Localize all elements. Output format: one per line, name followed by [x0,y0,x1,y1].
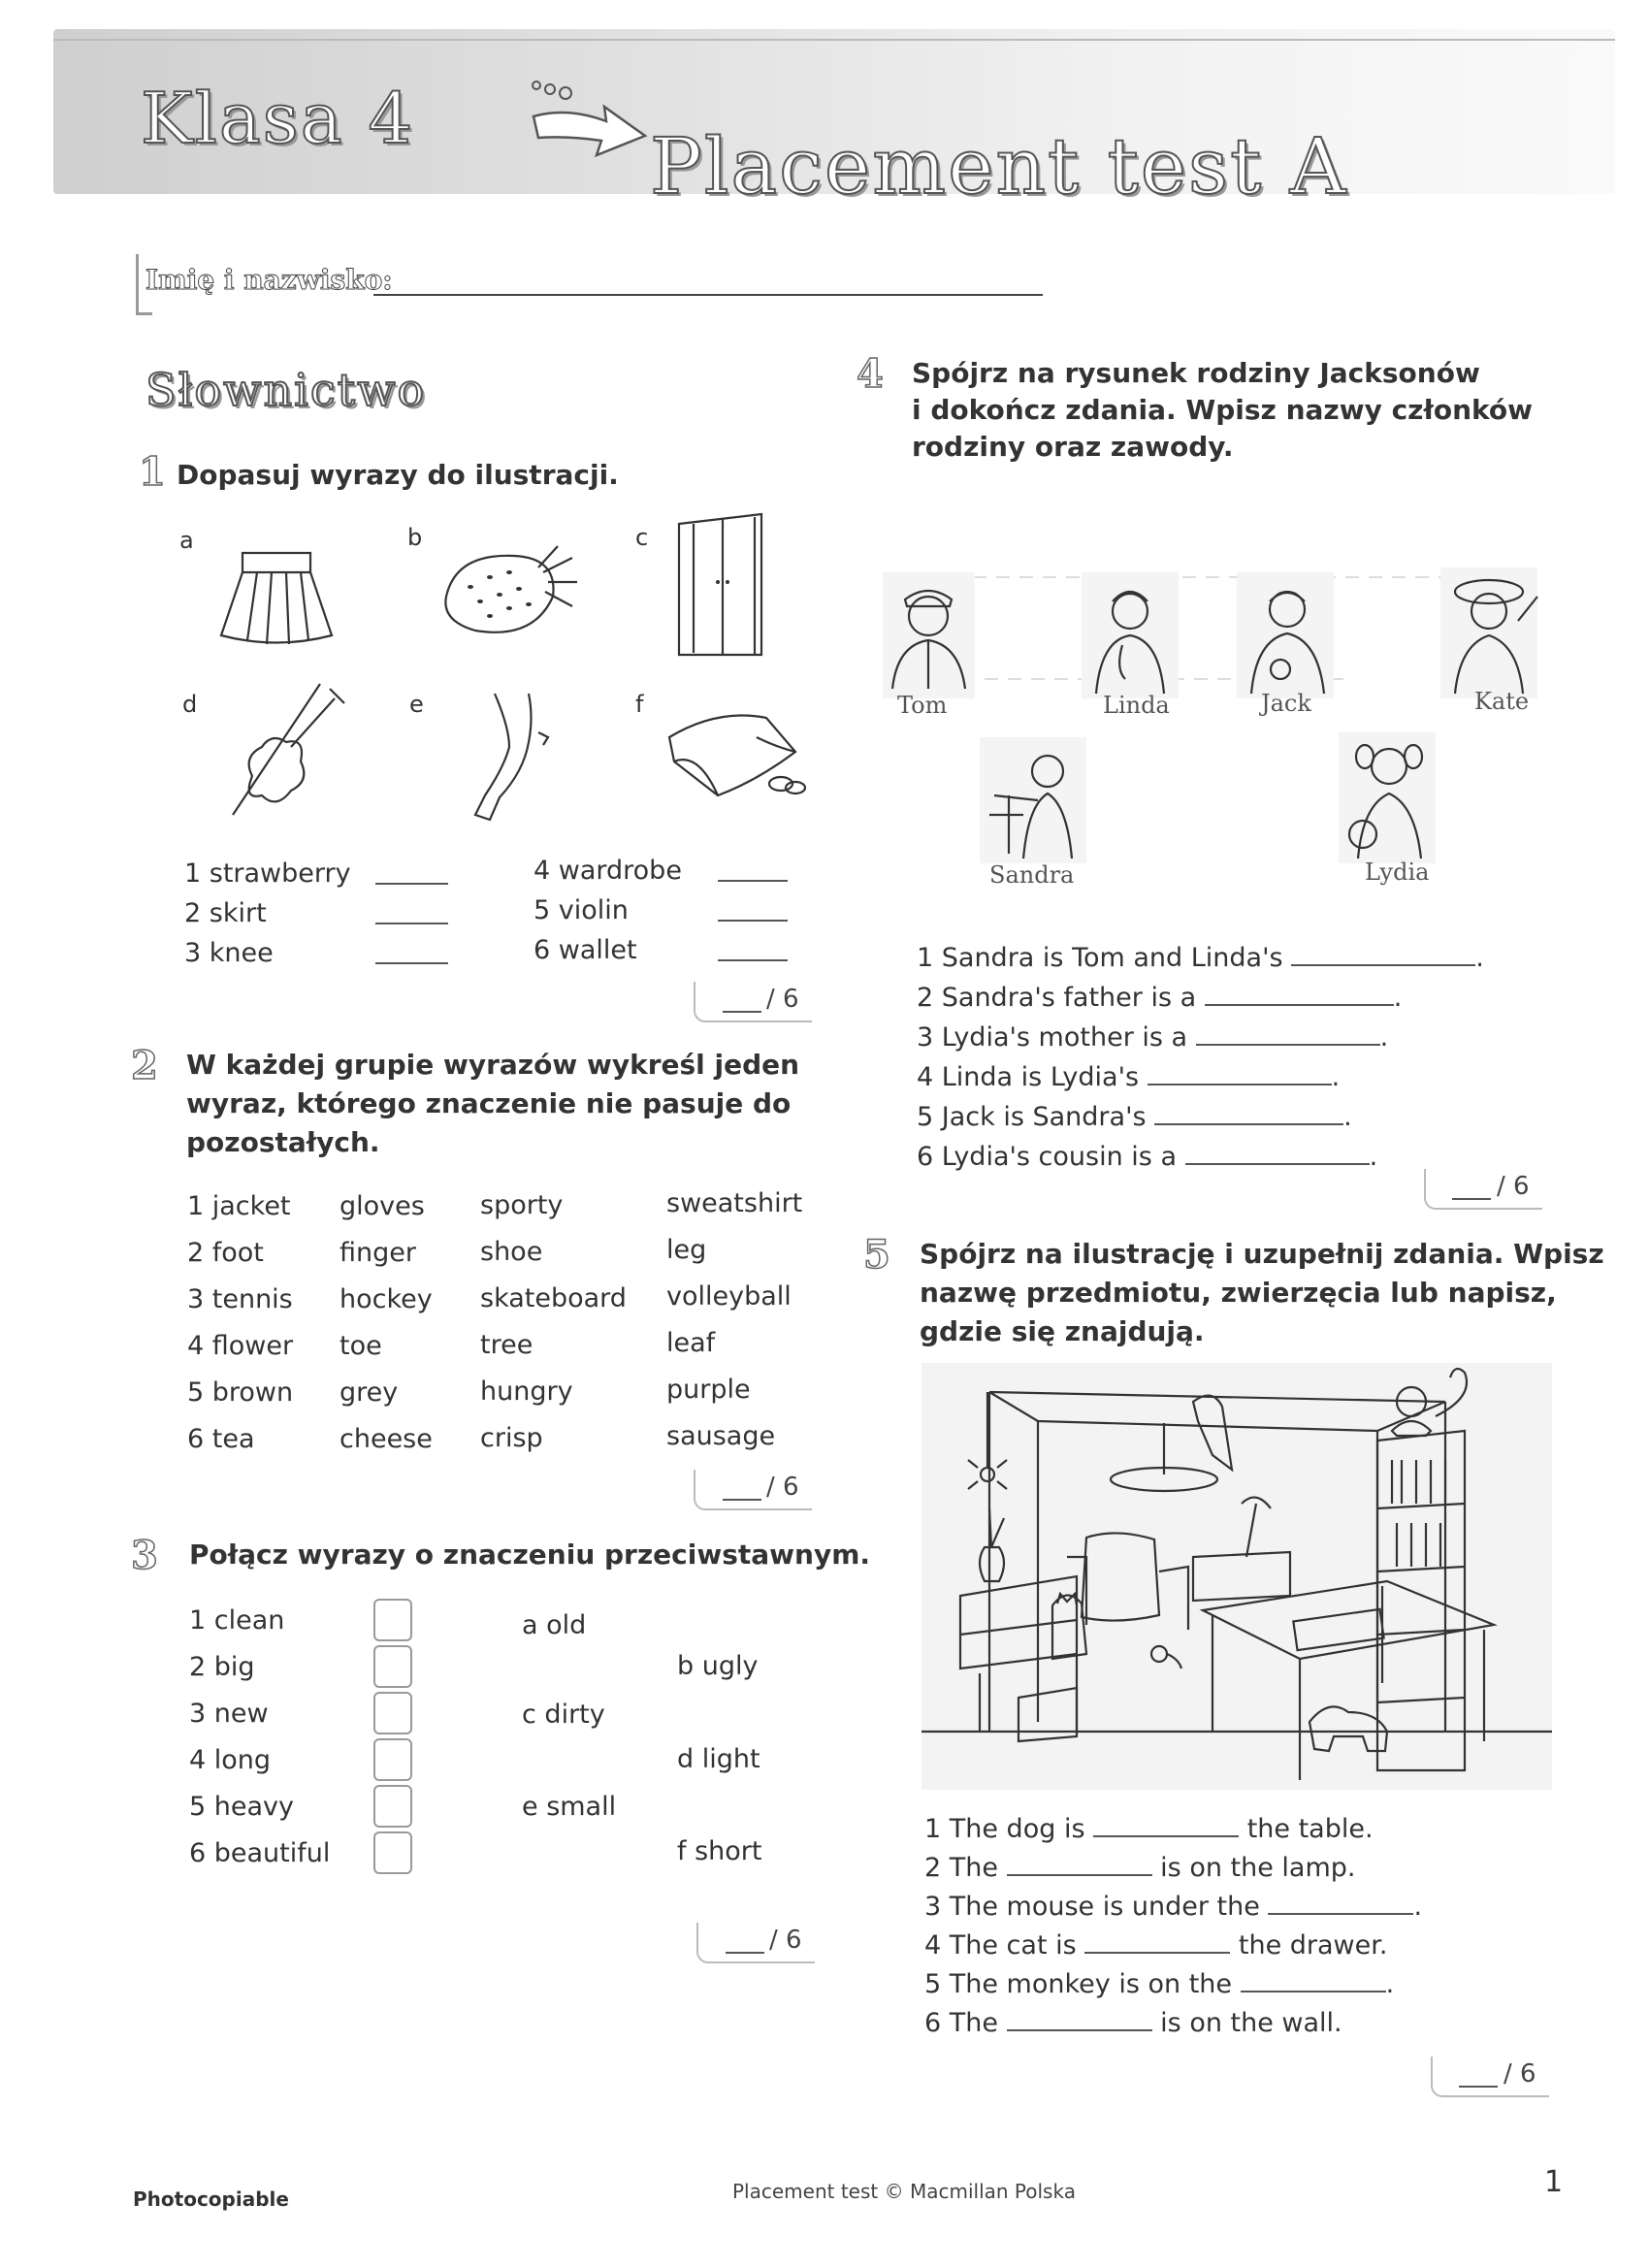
ex4-sentence-5: 5 Jack is Sandra's . [917,1102,1352,1132]
knee-picture [466,689,572,825]
ex2-word[interactable]: 1 jacket [187,1191,291,1221]
ex3-left-4: 4 long [189,1745,272,1775]
exercise-1-number: 1 [139,449,166,495]
ex3-left-1: 1 clean [189,1605,285,1636]
ex2-word[interactable]: tree [480,1330,534,1360]
ex4-sentence-3: 3 Lydia's mother is a . [917,1022,1389,1053]
name-label: Imię i nazwisko: [146,264,393,296]
ex2-word[interactable]: 3 tennis [187,1284,293,1314]
exercise-5-line-1: Spójrz na ilustrację i uzupełnij zdania. Wpisz [920,1238,1604,1270]
ex4-score: / 6 [1497,1172,1530,1201]
ex2-score-input[interactable] [723,1499,761,1501]
ex2-word[interactable]: grey [340,1377,399,1408]
ex2-score: / 6 [766,1473,799,1502]
ex3-answer-box-5[interactable] [373,1785,412,1828]
ex5-answer-6[interactable] [1007,2029,1152,2031]
ex1-answer-2[interactable] [375,923,448,924]
family-name-kate: Kate [1474,688,1530,715]
ex3-answer-box-2[interactable] [373,1645,412,1688]
ex2-word[interactable]: hungry [480,1377,573,1407]
exercise-2-number: 2 [131,1043,158,1088]
ex4-sentence-6: 6 Lydia's cousin is a . [917,1142,1378,1172]
ex5-answer-4[interactable] [1084,1952,1230,1954]
strawberry-picture [436,538,582,645]
page-number: 1 [1544,2165,1564,2199]
ex1-item-5: 5 violin [534,895,629,925]
exercise-4-number: 4 [857,351,884,397]
class-title: Klasa 4 [141,78,415,159]
test-title: Placement test A [650,121,1348,211]
ex3-right-f: f short [677,1836,762,1866]
family-name-jack: Jack [1261,690,1311,717]
family-name-linda: Linda [1103,692,1170,719]
skirt-picture [213,543,340,650]
ex4-sentence-2: 2 Sandra's father is a . [917,983,1403,1013]
ex1-letter-b: b [407,524,423,551]
footer-photocopiable: Photocopiable [133,2187,289,2211]
ex2-word[interactable]: gloves [340,1191,425,1221]
ex2-word[interactable]: crisp [480,1423,543,1453]
ex5-sentence-5: 5 The monkey is on the . [924,1969,1395,1999]
exercise-2-line-1: W każdej grupie wyrazów wykreśl jeden [186,1049,800,1081]
ex3-right-b: b ugly [677,1651,759,1681]
exercise-5-line-2: nazwę przedmiotu, zwierzęcia lub napisz, [920,1277,1557,1309]
violin-picture [223,679,359,825]
family-name-sandra: Sandra [989,861,1075,889]
ex1-answer-3[interactable] [375,962,448,964]
ex2-word[interactable]: sweatshirt [666,1188,803,1218]
ex4-answer-4[interactable] [1148,1084,1332,1085]
ex3-answer-box-6[interactable] [373,1831,412,1874]
ex4-sentence-4: 4 Linda is Lydia's . [917,1062,1341,1092]
ex3-answer-box-1[interactable] [373,1599,412,1641]
ex3-answer-box-4[interactable] [373,1738,412,1781]
ex3-left-5: 5 heavy [189,1792,294,1822]
section-title: Słownictwo [146,364,427,416]
ex5-sentence-3: 3 The mouse is under the . [924,1892,1423,1922]
exercise-3-instruction: Połącz wyrazy o znaczeniu przeciwstawnym. [189,1539,871,1571]
ex5-answer-3[interactable] [1268,1913,1413,1915]
ex1-score: / 6 [766,985,799,1014]
arrow-icon [529,78,655,165]
ex2-word[interactable]: 5 brown [187,1377,294,1408]
ex5-sentence-1: 1 The dog is the table. [924,1814,1374,1844]
ex5-answer-5[interactable] [1241,1991,1386,1993]
ex1-answer-4[interactable] [718,880,788,882]
ex2-word[interactable]: hockey [340,1284,433,1314]
ex4-answer-1[interactable] [1291,964,1475,966]
exercise-4-line-1: Spójrz na rysunek rodziny Jacksonów [912,357,1480,389]
room-picture [922,1363,1552,1790]
ex5-sentence-2: 2 The is on the lamp. [924,1853,1356,1883]
ex3-right-a: a old [522,1610,587,1640]
ex2-word[interactable]: cheese [340,1424,433,1454]
ex3-score: / 6 [769,1926,802,1955]
ex1-letter-a: a [179,527,194,554]
ex1-answer-1[interactable] [375,883,448,885]
ex3-score-input[interactable] [726,1952,764,1954]
wardrobe-picture [669,509,776,664]
ex2-word[interactable]: leg [666,1235,707,1265]
ex2-word[interactable]: sausage [666,1421,776,1451]
ex2-word[interactable]: finger [340,1238,416,1268]
ex2-word[interactable]: volleyball [666,1281,792,1312]
ex4-sentence-1: 1 Sandra is Tom and Linda's . [917,943,1484,973]
ex3-right-d: d light [677,1744,760,1774]
ex2-word[interactable]: 4 flower [187,1331,294,1361]
ex2-word[interactable]: shoe [480,1237,543,1267]
ex2-word[interactable]: skateboard [480,1283,627,1313]
ex4-answer-2[interactable] [1205,1004,1394,1006]
ex1-answer-5[interactable] [718,920,788,922]
ex3-left-2: 2 big [189,1652,255,1682]
ex1-item-6: 6 wallet [534,935,637,965]
exercise-1-instruction: Dopasuj wyrazy do ilustracji. [177,459,619,491]
ex5-score: / 6 [1504,2059,1536,2089]
ex4-answer-3[interactable] [1196,1044,1380,1046]
ex2-word[interactable]: purple [666,1375,751,1405]
ex1-item-3: 3 knee [184,938,274,968]
ex3-right-e: e small [522,1792,617,1822]
family-name-tom: Tom [897,692,948,719]
family-name-lydia: Lydia [1365,859,1430,886]
ex5-sentence-6: 6 The is on the wall. [924,2008,1342,2038]
exercise-4-line-2: i dokończ zdania. Wpisz nazwy członków [912,394,1534,426]
name-input-line[interactable] [373,294,1043,296]
exercise-2-line-2: wyraz, którego znaczenie nie pasuje do [186,1087,792,1119]
ex1-item-4: 4 wardrobe [534,856,682,886]
ex3-answer-box-3[interactable] [373,1692,412,1734]
ex2-word[interactable]: leaf [666,1328,716,1358]
ex2-word[interactable]: 6 tea [187,1424,255,1454]
ex1-item-2: 2 skirt [184,898,267,928]
ex5-sentence-4: 4 The cat is the drawer. [924,1930,1388,1960]
ex4-score-input[interactable] [1452,1198,1491,1200]
footer-copyright: Placement test © Macmillan Polska [732,2180,1076,2203]
exercise-5-number: 5 [863,1232,890,1278]
ex1-item-1: 1 strawberry [184,859,351,889]
ex4-answer-5[interactable] [1154,1123,1343,1125]
ex1-letter-c: c [635,524,649,551]
ex2-word[interactable]: sporty [480,1190,564,1220]
exercise-3-number: 3 [131,1533,158,1578]
ex5-answer-2[interactable] [1007,1874,1152,1876]
wallet-picture [660,698,815,805]
exercise-2-line-3: pozostałych. [186,1126,380,1158]
exercise-4-line-3: rodziny oraz zawody. [912,431,1234,463]
ex2-word[interactable]: 2 foot [187,1238,264,1268]
ex1-letter-d: d [182,691,198,718]
ex2-word[interactable]: toe [340,1331,382,1361]
family-tree-picture [868,504,1567,912]
ex3-left-3: 3 new [189,1699,269,1729]
exercise-5-line-3: gdzie się znajdują. [920,1315,1205,1347]
ex4-answer-6[interactable] [1185,1163,1370,1165]
ex5-score-input[interactable] [1459,2086,1498,2088]
ex1-answer-6[interactable] [718,959,788,961]
ex5-answer-1[interactable] [1093,1835,1239,1837]
ex3-right-c: c dirty [522,1700,605,1730]
ex3-left-6: 6 beautiful [189,1838,331,1868]
ex1-score-input[interactable] [723,1011,761,1013]
ex1-letter-e: e [409,691,424,718]
ex1-letter-f: f [635,691,644,718]
